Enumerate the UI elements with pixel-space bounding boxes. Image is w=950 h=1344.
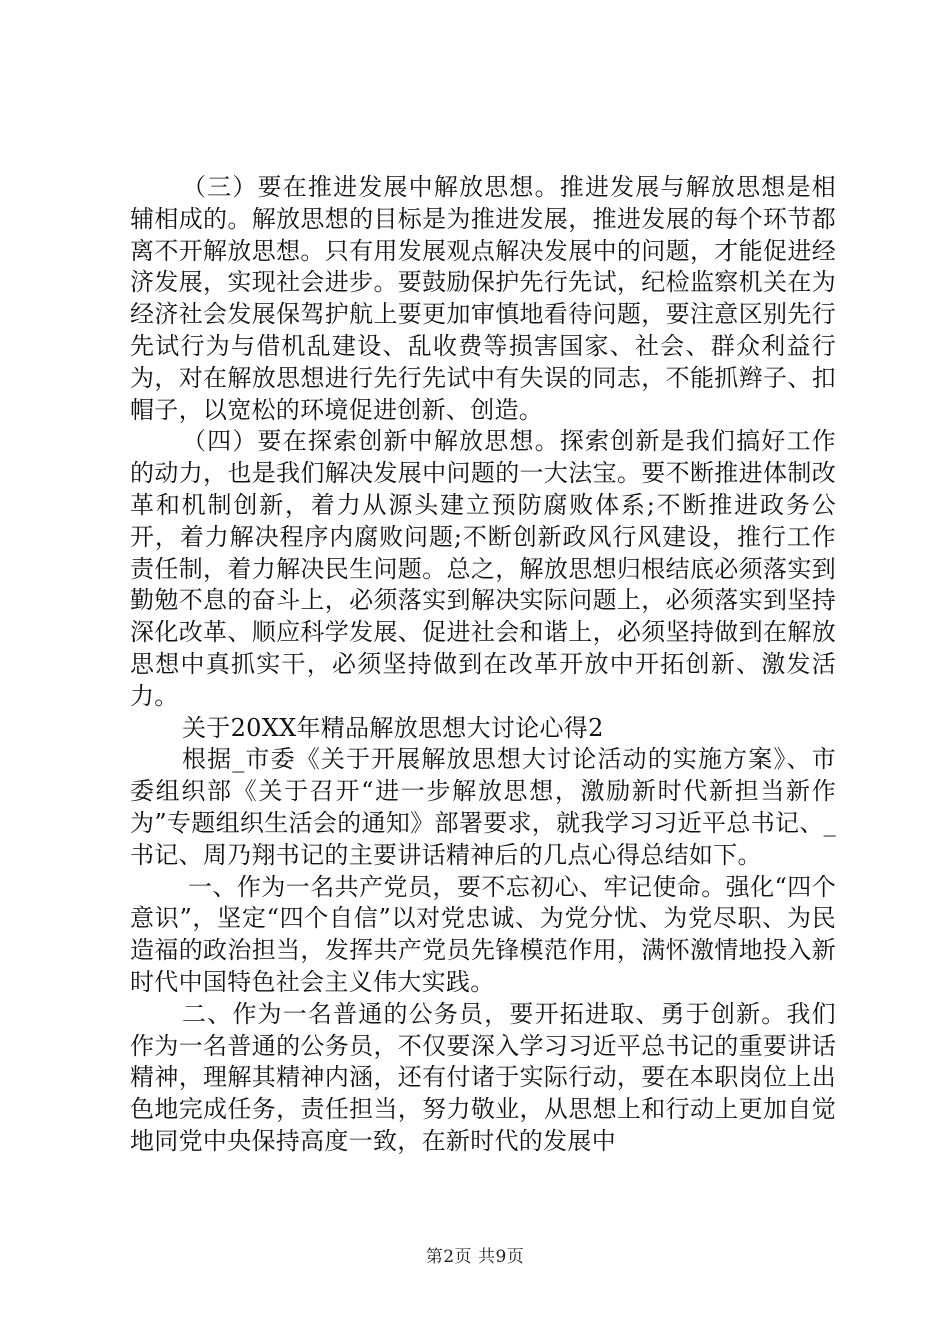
document-body	[130, 172, 836, 1158]
paragraph-intro: 根据_市委《关于开展解放思想大讨论活动的实施方案》、市委组织部《关于召开“进一步解放思想，激励新时代新担当新作为”专题组织生活会的通知》部署要求，就我学习习近平总书记、_书记、周乃翔书记的主要讲话精神后的几点心得总结如下。	[130, 745, 836, 869]
paragraph-point-one: 一、作为一名共产党员，要不忘初心、牢记使命。强化“四个意识”，坚定“四个自信”以对党忠诚、为党分忧、为党尽职、为民造福的政治担当，发挥共产党员先锋模范作用，满怀激情地投入新时代中国特色社会主义伟大实践。	[130, 872, 836, 996]
paragraph-section-four: （四）要在探索创新中解放思想。探索创新是我们搞好工作的动力，也是我们解决发展中问题的一大法宝。要不断推进体制改革和机制创新，着力从源头建立预防腐败体系;不断推进政务公开，着力解决程序内腐败问题;不断创新政风行风建设，推行工作责任制，着力解决民生问题。总之，解放思想归根结底必须落实到勤勉不息的奋斗上，必须落实到解决实际问题上，必须落实到坚持深化改革、顺应科学发展、促进社会和谐上，必须坚持做到在解放思想中真抓实干，必须坚持做到在改革开放中开拓创新、激发活力。	[130, 427, 836, 710]
page-number-footer: 第2页 共9页	[425, 1247, 525, 1267]
article-heading: 关于20XX年精品解放思想大讨论心得2	[182, 713, 604, 742]
paragraph-section-three: （三）要在推进发展中解放思想。推进发展与解放思想是相辅相成的。解放思想的目标是为推进发展，推进发展的每个环节都离不开解放思想。只有用发展观点解决发展中的问题，才能促进经济发展，实现社会进步。要鼓励保护先行先试，纪检监察机关在为经济社会发展保驾护航上要更加审慎地看待问题，要注意区别先行先试行为与借机乱建设、乱收费等损害国家、社会、群众利益行为，对在解放思想进行先行先试中有失误的同志，不能抓辫子、扣帽子，以宽松的环境促进创新、创造。	[130, 173, 836, 424]
paragraph-point-two: 二、作为一名普通的公务员，要开拓进取、勇于创新。我们作为一名普通的公务员，不仅要深入学习习近平总书记的重要讲话精神，理解其精神内涵，还有付诸于实际行动，要在本职岗位上出色地完成任务，责任担当，努力敬业，从思想上和行动上更加自觉地同党中央保持高度一致，在新时代的发展中	[130, 999, 836, 1155]
